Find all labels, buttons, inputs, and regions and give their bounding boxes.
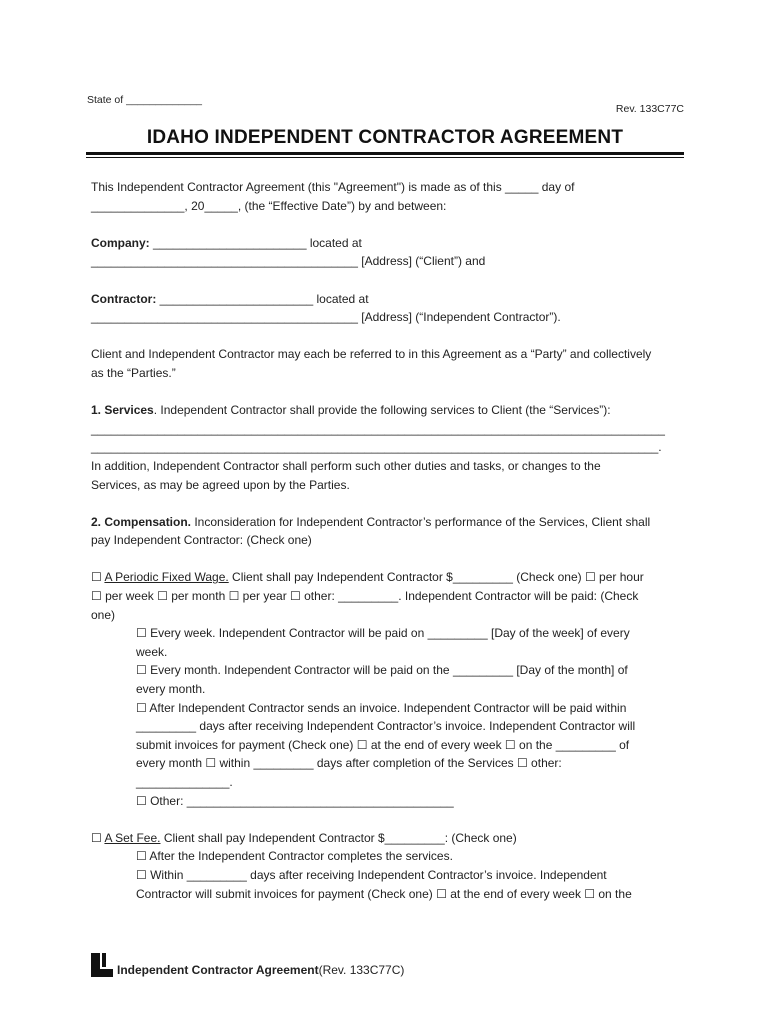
services-heading: 1. Services <box>91 403 154 418</box>
setfee-option-within-2: Contractor will submit invoices for payment (Check one) ☐ at the end of every week ☐ on the <box>136 886 632 901</box>
setfee-option-within-1: ☐ Within _________ days after receiving Independent Contractor’s invoice. Independent <box>136 867 607 882</box>
company-line-1-text: _______________________ located at <box>149 235 362 250</box>
setfee-line-1 <box>91 829 683 848</box>
option-invoice-2: _________ days after receiving Independent Contractor’s invoice. Independent Contractor will <box>136 719 636 734</box>
periodic-options <box>91 624 683 810</box>
option-invoice-1: ☐ After Independent Contractor sends an invoice. Independent Contractor will be paid within <box>136 700 627 715</box>
periodic-line-3: one) <box>91 607 116 622</box>
parties-line-2: as the “Parties.” <box>91 365 176 380</box>
periodic-line-2: ☐ per week ☐ per month ☐ per year ☐ other: _________. Independent Contractor will be paid: (Check <box>91 589 639 604</box>
option-invoice-5: ______________. <box>136 775 233 789</box>
services-extra-1: In addition, Independent Contractor shall perform such other duties and tasks, or changes to the <box>91 458 601 473</box>
services-text: . Independent Contractor shall provide the following services to Client (the “Services”): <box>153 403 611 418</box>
periodic-line-1 <box>91 568 683 587</box>
setfee-line-1-text: Client shall pay Independent Contractor $_________: (Check one) <box>160 830 517 845</box>
setfee-label: A Set Fee. <box>104 830 161 845</box>
intro-line-1: This Independent Contractor Agreement (this "Agreement") is made as of this _____ day of <box>91 180 575 194</box>
contractor-line-2: ________________________________________ [Address] (“Independent Contractor”). <box>91 310 561 325</box>
company-label: Company: <box>91 235 150 250</box>
document-title: IDAHO INDEPENDENT CONTRACTOR AGREEMENT <box>146 127 624 148</box>
setfee-options <box>91 847 683 903</box>
contractor-line-1-text: _______________________ located at <box>156 291 369 306</box>
compensation-heading: 2. Compensation. <box>91 514 192 529</box>
option-every-month-1: ☐ Every month. Independent Contractor will be paid on the _________ [Day of the month] of <box>136 663 628 678</box>
setfee-option-completion: ☐ After the Independent Contractor completes the services. <box>136 849 453 864</box>
setfee-checkbox[interactable]: ☐ <box>91 830 105 845</box>
parties-line-1: Client and Independent Contractor may each be referred to in this Agreement as a “Party” and collectively <box>91 347 652 362</box>
state-line: State of _____________ <box>87 94 203 106</box>
agreement-body <box>91 178 683 903</box>
option-invoice-3: submit invoices for payment (Check one) ☐ at the end of every week ☐ on the _________ of <box>136 737 630 752</box>
services-line <box>91 401 683 420</box>
services-blank-2: _____________________________________________________________________________________. <box>91 440 662 455</box>
services-extra-2: Services, as may be agreed upon by the Parties. <box>91 477 350 492</box>
footer-doc-name: Independent Contractor Agreement <box>117 963 319 977</box>
option-every-week-1: ☐ Every week. Independent Contractor will be paid on _________ [Day of the week] of every <box>136 626 630 641</box>
title-rule-thin <box>86 157 684 158</box>
compensation-line-1 <box>91 513 683 532</box>
title-rule-thick <box>86 152 684 155</box>
compensation-text-1: Inconsideration for Independent Contractor’s performance of the Services, Client shall <box>191 514 651 529</box>
company-line-2: ________________________________________ [Address] (“Client”) and <box>91 254 486 269</box>
legal-templates-logo-icon <box>91 953 113 977</box>
services-blank-1: ______________________________________________________________________________________ <box>91 421 665 436</box>
page-footer <box>91 953 404 977</box>
option-invoice-4: every month ☐ within _________ days after completion of the Services ☐ other: <box>136 756 562 771</box>
revision-number: Rev. 133C77C <box>615 103 684 115</box>
contractor-line-1 <box>91 290 683 309</box>
option-every-month-2: every month. <box>136 682 206 697</box>
compensation-line-2: pay Independent Contractor: (Check one) <box>91 533 312 548</box>
periodic-line-1-text: Client shall pay Independent Contractor $_________ (Check one) ☐ per hour <box>228 570 644 585</box>
periodic-label: A Periodic Fixed Wage. <box>104 570 229 585</box>
contractor-label: Contractor: <box>91 291 157 306</box>
intro-line-2: ______________, 20_____, (the “Effective Date”) by and between: <box>91 198 447 213</box>
option-every-week-2: week. <box>136 644 168 659</box>
option-other: ☐ Other: ________________________________________ <box>136 793 454 808</box>
periodic-checkbox[interactable]: ☐ <box>91 570 105 585</box>
footer-revision: (Rev. 133C77C) <box>318 963 405 977</box>
company-line-1 <box>91 234 683 253</box>
